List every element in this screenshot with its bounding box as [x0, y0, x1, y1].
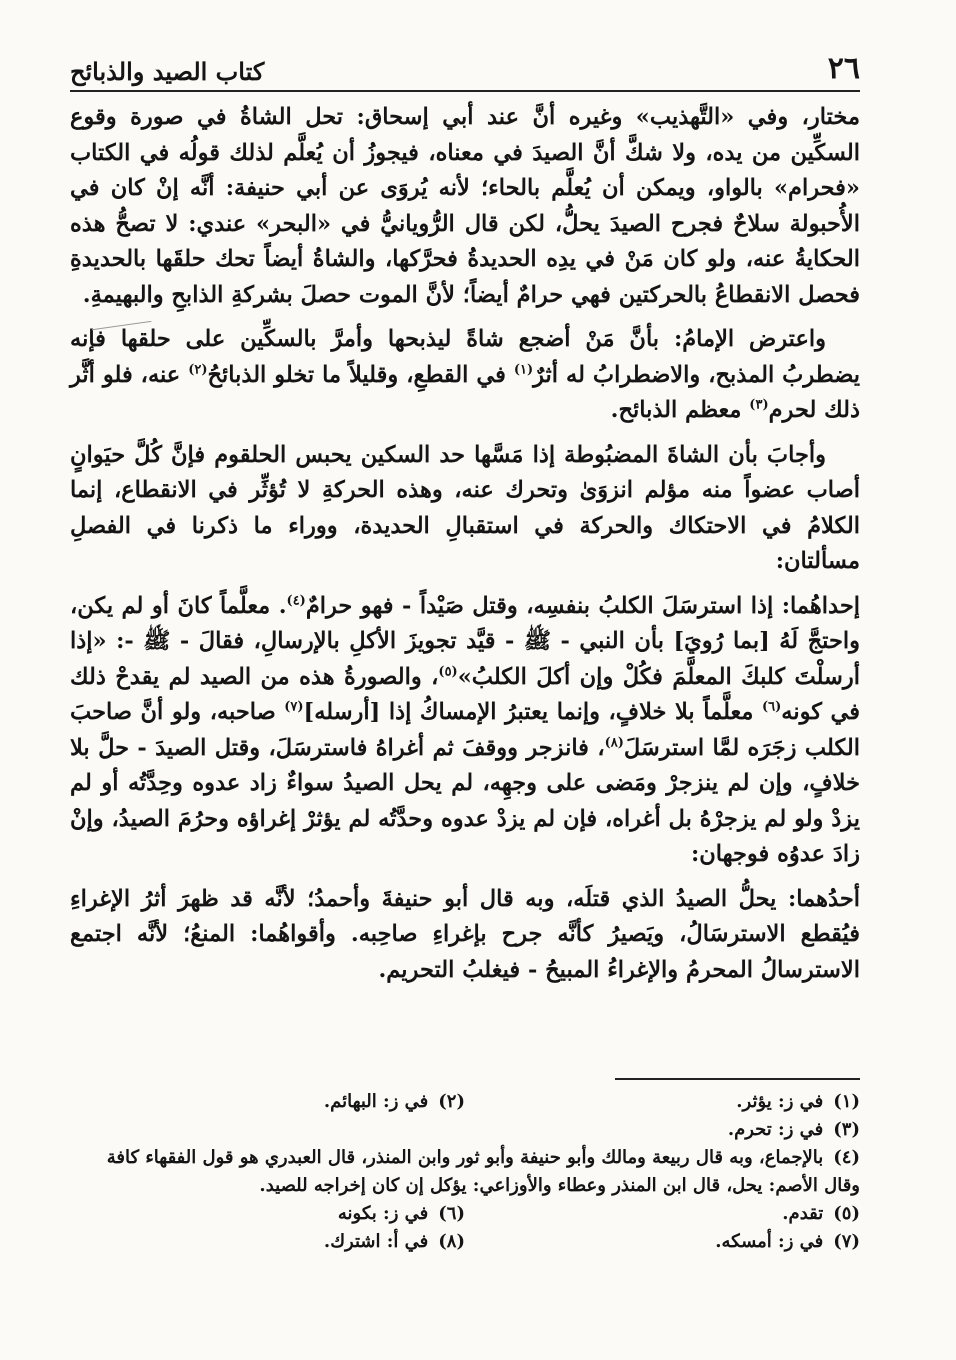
footnote-text: في أ: اشترك. — [323, 1231, 429, 1252]
footnote-text: في ز: تحرم. — [727, 1119, 824, 1140]
footnote-ref-7[interactable]: (٧) — [284, 699, 304, 715]
footnotes — [70, 1088, 860, 1256]
text-segment: صاحبه، ولو أنَّ صاحبَ الكلب زجَرَه لمَّا استرسَلَ — [70, 699, 860, 761]
footnote-ref-4[interactable]: (٤) — [286, 593, 306, 608]
text-segment: معلَّماً بلا خلافٍ، وإنما يعتبرُ الإمساكُ إذا [أرسله] — [303, 699, 762, 725]
footnote-ref-6[interactable]: (٦) — [761, 699, 782, 715]
footnote-number: (٣) — [833, 1119, 860, 1140]
footnote-row — [70, 1228, 860, 1256]
footnote-number: (٤) — [833, 1147, 860, 1168]
footnote-6 — [70, 1200, 465, 1228]
footnote-number: (٦) — [438, 1203, 465, 1224]
footnote-4 — [70, 1144, 860, 1200]
main-text — [70, 100, 860, 997]
footnote-row — [70, 1144, 860, 1200]
text-segment: يحلُّ الصيدُ الذي قتلَه، وبه قال أبو حنيفةَ وأحمدُ؛ لأنَّه قد ظهرَ أثرُ الإغراءِ فيُقطع الاسترسَالُ، ويَصيرُ كأنَّه جرح بإغراءِ صاحِبه. وأقواهُما: المنعُ؛ لأنَّه اجتمع الاسترسالُ المحرمُ والإغراءُ المبيحُ - فيغلبُ التحريم. — [70, 885, 860, 983]
footnote-row — [70, 1116, 860, 1144]
paragraph-1: مختار، وفي «التَّهذيب» وغيره أنَّ عند أبي إسحاق: تحل الشاةُ في صورة وقوع السكِّين من يده، ولا شكَّ أنَّ الصيدَ في معناه، فيجوزُ أن يُعلَّم لذلك قولُه في الكتاب «فحرام» بالواو، ويمكن أن يُعلَّم بالحاء؛ لأنه يُروَى عن أبي حنيفة: أنَّه إنْ كان في الأُحبولة سلاحٌ فجرح الصيدَ يحلُّ، لكن قال الرُّويانيُّ في «البحر» عندي: لا تصحُّ هذه الحكايةُ عنه، ولو كان مَنْ في يدِه الحديدةُ فحرَّكها، والشاةُ أيضاً تحك حلقَها بالحديدةِ فحصل الانقطاعُ بالحركتين فهي حرامٌ أيضاً؛ لأنَّ الموت حصلَ بشركةِ الذابحِ والبهيمةِ. — [70, 104, 860, 308]
footnote-text: في ز: يؤثر. — [736, 1091, 824, 1112]
footnote-row — [70, 1088, 860, 1116]
footnote-ref-3[interactable]: (٣) — [749, 397, 769, 413]
footnote-separator — [615, 1078, 860, 1080]
paragraph-2 — [70, 322, 860, 429]
footnote-5 — [465, 1200, 860, 1228]
section-lead-ihdahuma: إحداهُما: — [781, 592, 860, 619]
paragraph-3: وأجابَ بأن الشاةَ المضبُوطة إذا مَسَّها حد السكين يحبس الحلقوم فإنَّ كُلَّ حيَوانٍ أصاب عضواً منه مؤلم انزوَىٰ وتحرك عنه، وهذه الحركةِ لا تُؤثِّر في الانقطاع، إنما الكلامُ في الاحتكاك والحركة في استقبالِ الحديدة، ووراء ما ذكرنا في الفصلِ مسألتان: — [70, 441, 860, 574]
footnote-text: في ز: بكونه — [337, 1203, 429, 1224]
footnote-3 — [465, 1116, 860, 1144]
footnote-1 — [465, 1088, 860, 1116]
text-segment: في القطعِ، وقليلاً ما تخلو الذبائحُ — [207, 361, 514, 388]
footnote-number: (١) — [833, 1091, 860, 1112]
text-segment: واعترض الإمامُ: بأنَّ مَنْ أضجع شاةً ليذبحها وأمرَّ بالسكِّين على حلقها فإنه يضطربُ المذبح، والاضطرابُ له أثرٌ — [70, 326, 860, 388]
footnote-text: في ز: أمسكه. — [715, 1231, 824, 1252]
footnote-number: (٨) — [438, 1231, 465, 1252]
footnote-number: (٥) — [833, 1203, 860, 1224]
footnote-number: (٢) — [438, 1091, 465, 1112]
footnote-ref-2[interactable]: (٢) — [188, 362, 208, 377]
page-number: ٢٦ — [827, 51, 860, 86]
footnote-text: في ز: البهائم. — [323, 1091, 429, 1112]
text-segment: معظم الذبائح. — [610, 397, 750, 423]
footnote-8 — [70, 1228, 465, 1256]
footnote-2 — [70, 1088, 465, 1116]
paragraph-wajh-1 — [70, 882, 860, 989]
running-title: كتاب الصيد والذبائح — [70, 57, 265, 86]
footnote-text: بالإجماع، وبه قال ربيعة ومالك وأبو حنيفة وأبو ثور وابن المنذر، قال العبدري هو قول الفقهاء كافة وقال الأصم: يحل، قال ابن المنذر وعطاء والأوزاعي: يؤكل إن كان إخراجه للصيد. — [106, 1147, 860, 1196]
book-page — [70, 0, 860, 1360]
text-segment: إذا استرسَلَ الكلبُ بنفسِه، وقتل صَيْداً - فهو حرامٌ — [305, 592, 782, 619]
footnote-ref-5[interactable]: (٥) — [438, 664, 458, 679]
text-segment: ، فانزجر ووقفَ ثم أغراهُ فاسترسَلَ، وقتل الصيدَ - حلَّ بلا خلافٍ، وإن لم ينزجرْ ومَضى على وجهِه، لم يحل الصيدُ سواءٌ زاد عدوه وحِدَّتُه أو لم يزدْ ولو لم يزجرْهُ بل أغراه، فإن لم يزدْ عدوه وحدَّتُه لم يؤثرْ إغراؤه وحرُمَ الصيدُ، وإنْ زادَ عدوُه فوجهان: — [70, 734, 860, 867]
footnote-7 — [465, 1228, 860, 1256]
section-lead-ahaduhuma: أحدُهما: — [787, 885, 860, 912]
page-header — [70, 38, 860, 92]
text-segment: عنه، فلو أثَّر ذلك لحرم — [70, 361, 860, 423]
footnote-ref-8[interactable]: (٨) — [604, 735, 624, 750]
paragraph-masala-1 — [70, 589, 860, 873]
text-segment: ، والصورةُ هذه من الصيد لم يقدحْ ذلك في كونه — [70, 663, 860, 725]
footnote-row — [70, 1200, 860, 1228]
footnote-ref-1[interactable]: (١) — [513, 362, 534, 377]
text-segment: . معلَّماً كانَ أو لم يكن، واحتجَّ لَهُ [بما رُويَ] بأن النبي - ﷺ - قيَّد تجويزَ الأكلِ بالإرسالِ، فقالَ - ﷺ -: «إذا أرسلْتَ كلبكَ المعلَّمَ فكُلْ وإن أكلَ الكلبُ» — [70, 592, 860, 690]
footnote-text: تقدم. — [782, 1203, 824, 1224]
footnote-number: (٧) — [833, 1231, 860, 1252]
